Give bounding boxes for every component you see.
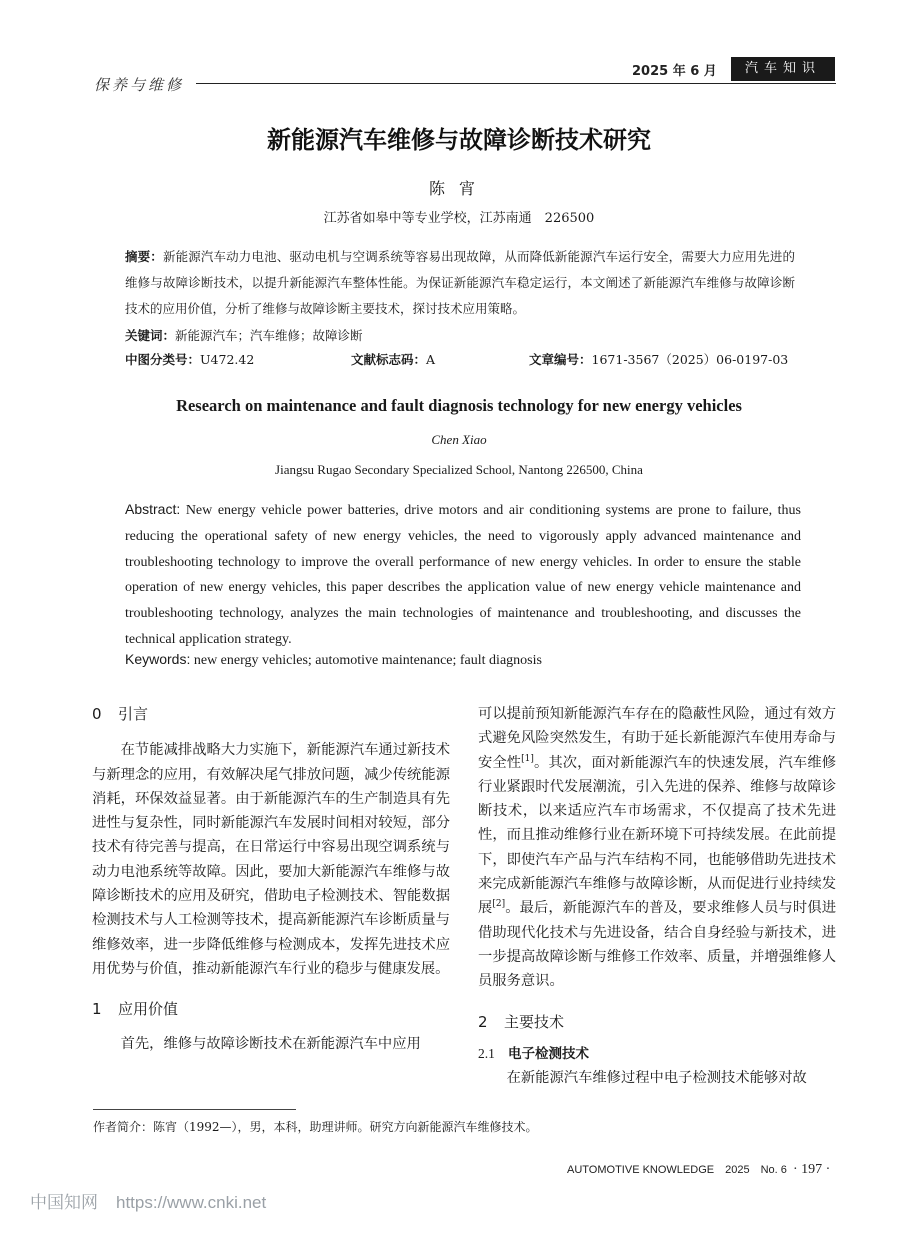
author-name-en: Chen Xiao (431, 432, 487, 447)
watermark-url: https://www.cnki.net (116, 1193, 267, 1212)
value-paragraph-start: 首先，维修与故障诊断技术在新能源汽车中应用 (120, 1035, 421, 1052)
citation-2: [2] (492, 899, 506, 910)
section-2-number: 2 (478, 1012, 488, 1031)
affiliation-en: Jiangsu Rugao Secondary Specialized School, Nantong 226500, China (275, 462, 643, 477)
section-2-1-heading (478, 1042, 836, 1066)
clc-item (125, 350, 254, 368)
abstract-cn-label: 摘要： (125, 249, 163, 264)
section-1-heading (92, 997, 450, 1021)
value-text-c: 。最后，新能源汽车的普及，要求维修人员与时俱进借助现代化技术与先进设备，结合自身经验与新技术，进一步提高故障诊断与维修工作效率、质量，并增强维修人员服务意识。 (478, 900, 837, 990)
issue-date: 2025 年 6 月 (632, 64, 717, 79)
abstract-cn (125, 244, 795, 322)
paper-title-en: Research on maintenance and fault diagnosis technology for new energy vehicles (176, 396, 742, 415)
clc-value: U472.42 (200, 352, 255, 367)
author-name: 陈宵 (428, 179, 489, 198)
paper-title: 新能源汽车维修与故障诊断技术研究 (267, 126, 651, 154)
abstract-cn-text: 新能源汽车动力电池、驱动电机与空调系统等容易出现故障，从而降低新能源汽车运行安全，需要大力应用先进的维修与故障诊断技术，以提升新能源汽车整体性能。为保证新能源汽车稳定运行，本文阐述了新能源汽车维修与故障诊断技术的应用价值，分析了维修与故障诊断主要技术，探讨技术应用策略。 (125, 249, 795, 316)
keywords-en (125, 651, 801, 669)
citation-1: [1] (521, 753, 534, 764)
doc-code-value: A (426, 352, 436, 367)
section-2-heading (478, 1010, 836, 1034)
author-footnote: 作者简介：陈宵（1992—），男，本科，助理讲师。研究方向新能源汽车维修技术。 (93, 1120, 538, 1134)
keywords-en-text: new energy vehicles; automotive maintenance; fault diagnosis (190, 653, 542, 668)
header-rule (196, 83, 836, 84)
section-0-number: 0 (92, 705, 102, 723)
value-text-a: 可以提前预知新能源汽车存在的隐蔽性风险，通过有效方式避免风险突然发生，有助于延长新能源汽车使用寿命与安全性 (478, 706, 836, 771)
article-id-value: 1671-3567（2025）06-0197-03 (591, 352, 789, 367)
keywords-cn (125, 323, 795, 349)
section-1-title: 应用价值 (118, 1000, 179, 1019)
section-2-title: 主要技术 (504, 1012, 565, 1031)
value-text-b: 。其次，面对新能源汽车的快速发展，汽车维修行业紧跟时代发展潮流，引入先进的保养、维修与故障诊断技术，以来适应汽车市场需求，不仅提高了技术先进性，而且推动维修行业在新环境下可持续发展。在此前提下，即使汽车产品与汽车结构不同，也能够借助先进技术来完成新能源汽车维修与故障诊断，从而促进行业持续发展 (478, 754, 836, 917)
abstract-en (125, 497, 801, 653)
article-id-item (529, 350, 788, 368)
section-0-heading (92, 702, 450, 726)
intro-paragraph: 在节能减排战略大力实施下，新能源汽车通过新技术与新理念的应用，有效解决尾气排放问题，减少传统能源消耗，环保效益显著。由于新能源汽车的生产制造具有先进性与复杂性，同时新能源汽车发展时间相对较短，部分技术有待完善与提高，在日常运行中容易出现空调系统与动力电池系统等故障。因此，要加大新能源汽车维修与故障诊断技术的应用及研究，借助电子检测技术、智能数据检测技术与人工检测等技术，提高新能源汽车诊断质量与维修效率，进一步降低维修与检测成本，发挥先进技术应用优势与价值，推动新能源汽车行业的稳步与健康发展。 (92, 742, 450, 977)
cnki-watermark (30, 1188, 266, 1213)
clc-label: 中图分类号： (125, 352, 201, 367)
doc-code-item (351, 350, 435, 368)
left-column (92, 702, 450, 1056)
section-label: 保养与维修 (94, 76, 185, 94)
section-2-1-title: 电子检测技术 (508, 1045, 589, 1062)
section-0-title: 引言 (118, 705, 149, 723)
doc-code-label: 文献标志码： (351, 352, 427, 367)
footnote-rule (93, 1109, 296, 1110)
section-1-number: 1 (92, 1000, 102, 1019)
right-column (478, 702, 836, 1090)
keywords-cn-label: 关键词： (125, 328, 176, 343)
watermark-site: 中国知网 (30, 1193, 98, 1213)
abstract-en-label: Abstract: (125, 501, 181, 517)
section-2-1-number: 2.1 (478, 1045, 495, 1061)
footer-journal: AUTOMOTIVE KNOWLEDGE 2025 No. 6 (567, 1164, 787, 1176)
electronic-detection-paragraph: 在新能源汽车维修过程中电子检测技术能够对故 (506, 1070, 807, 1087)
abstract-en-text: New energy vehicle power batteries, drive motors and air conditioning systems are prone to failure, thus reducing the operational safety of new energy vehicles, the need to vigorously apply advanced maintenance and troubleshooting technology to improve the overall performance of new energy vehicles. In order to ensure the stable operation of new energy vehicles, this paper describes the application value of new energy vehicle maintenance and troubleshooting technology, analyzes the main technologies of maintenance and troubleshooting, and discusses the technical application strategy. (125, 503, 801, 647)
keywords-en-label: Keywords: (125, 651, 191, 667)
journal-badge: 汽车知识 (731, 57, 835, 81)
keywords-cn-text: 新能源汽车；汽车维修；故障诊断 (175, 328, 363, 343)
page-footer (567, 1161, 830, 1178)
affiliation: 江苏省如皋中等专业学校，江苏南通 226500 (323, 211, 595, 226)
article-id-label: 文章编号： (529, 352, 592, 367)
page-number: · 197 · (792, 1162, 831, 1177)
value-paragraph-cont (478, 702, 836, 994)
